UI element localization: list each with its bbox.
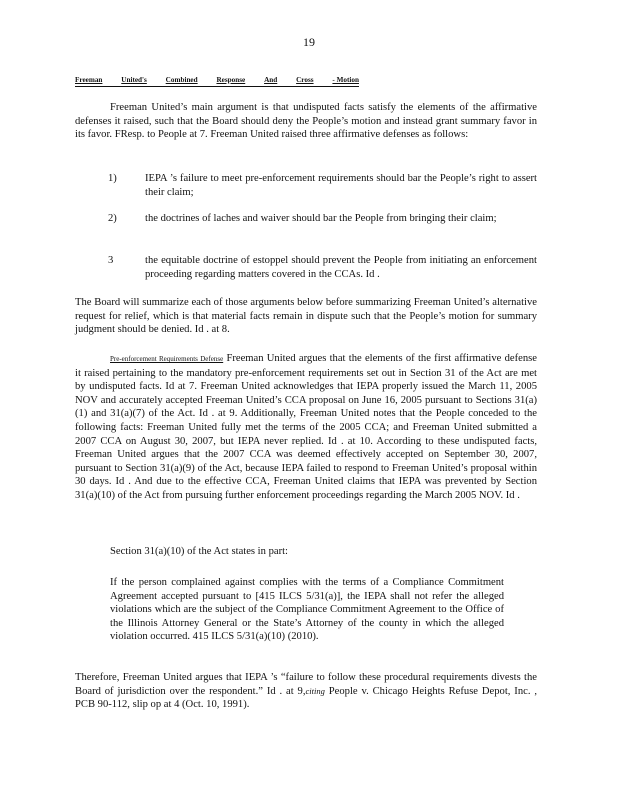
heading-word: United's <box>121 76 147 84</box>
page-number: 19 <box>303 35 315 49</box>
defense-text: the doctrines of laches and waiver should bar the People from bringing their claim; <box>145 213 497 224</box>
closing-citation: People v. Chicago Heights Refuse Depot, Inc. , PCB 90-112, slip op at 4 (Oct. 10, 1991). <box>75 685 537 711</box>
summary-paragraph: The Board will summarize each of those arguments below before summarizing Freeman United’s alternative request for relief, which is that material facts remain in dispute such that the People’s motion for summary judgment should be denied. Id . at 8. <box>75 297 537 336</box>
pre-enforcement-heading: Pre-enforcement Requirements Defense <box>110 355 224 363</box>
heading-word: And <box>264 76 278 84</box>
pre-enforcement-paragraph <box>75 352 537 503</box>
defense-item <box>108 172 537 199</box>
closing-paragraph <box>75 671 537 712</box>
defense-number: 1) <box>108 173 117 184</box>
defense-number: 3 <box>108 255 114 266</box>
heading-word: Cross <box>296 76 314 84</box>
closing-text: Therefore, Freeman United argues that IEPA ’s “failure to follow these procedural requirements divests the Board of jurisdiction over the respondent.” Id . at 9, <box>75 672 537 697</box>
pre-enforcement-body: Freeman United argues that the elements of the first affirmative defense it raised pertaining to the mandatory pre-enforcement requirements set out in Section 31 of the Act are met by undisputed facts. Id at 7. Freeman United acknowledges that IEPA properly issued the March 11, 2005 NOV and accurately accepted Freeman United’s CCA proposal on June 16, 2005 pursuant to Sections 31(a)(1) and 31(a)(7) of the Act. Id . at 9. Additionally, Freeman United notes that the People conceded to the following facts: Freeman United fully met the terms of the 2005 CCA; and Freeman United submitted a 2007 CCA on August 30, 2007, but IEPA never replied. Id . at 10. According to these undisputed facts, Freeman United argues that the 2007 CCA was deemed effectively accepted on September 30, 2007, pursuant to Section 31(a)(9) of the Act, because IEPA failed to respond to Freeman United’s proposal within 30 days. Id . And due to the effective CCA, Freeman United claims that IEPA was prevented by Section 31(a)(10) of the Act from pursuing further enforcement proceedings regarding the March 2005 NOV. Id . <box>75 353 537 501</box>
heading-word: - Motion <box>332 76 359 84</box>
section-intro: Section 31(a)(10) of the Act states in part: <box>110 546 288 557</box>
intro-paragraph: Freeman United’s main argument is that undisputed facts satisfy the elements of the affirmative defenses it raised, such that the Board should deny the People’s motion and instead grant summary favor in its favor. FResp. to People at 7. Freeman United raised three affirmative defenses as follows: <box>75 102 537 141</box>
defense-text: IEPA ’s failure to meet pre-enforcement requirements should bar the People’s right to assert their claim; <box>145 173 537 198</box>
citing-signal: citing <box>305 685 325 696</box>
heading-word: Freeman <box>75 76 103 84</box>
defense-number: 2) <box>108 213 117 224</box>
defense-item <box>108 212 537 226</box>
heading-word: Response <box>216 76 246 84</box>
defense-item <box>108 254 537 281</box>
section-heading <box>75 76 359 87</box>
heading-word: Combined <box>165 76 198 84</box>
defense-text: the equitable doctrine of estoppel should prevent the People from initiating an enforcement proceeding regarding matters covered in the CCAs. Id . <box>145 255 537 280</box>
statute-quote: If the person complained against complies with the terms of a Compliance Commitment Agreement accepted pursuant to [415 ILCS 5/31(a)], the IEPA shall not refer the alleged violations which are the subject of the Compliance Commitment Agreement to the Office of the Illinois Attorney General or the State’s Attorney of the county in which the alleged violation occurred. 415 ILCS 5/31(a)(10) (2010). <box>110 577 504 643</box>
